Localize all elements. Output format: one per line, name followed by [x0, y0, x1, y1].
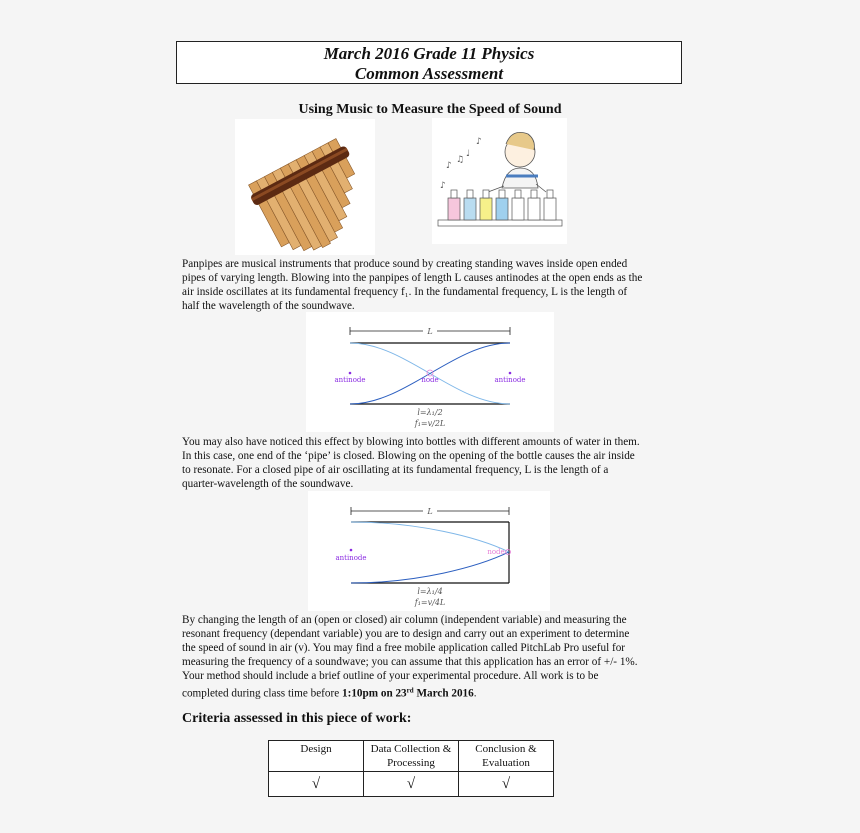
paragraph-panpipes: [182, 257, 678, 313]
para2-line: In this case, one end of the ‘pipe’ is closed. Blowing on the opening of the bottle causes the air inside: [182, 450, 635, 462]
svg-text:♩: ♩: [466, 149, 471, 159]
deadline-suffix: .: [473, 687, 477, 700]
para2-line: You may also have noticed this effect by blowing into bottles with different amounts of water in them.: [182, 436, 640, 448]
antinode-label: antinode: [335, 554, 367, 562]
para1-line: pipes of varying length. Blowing into the panpipes of length L causes antinodes at the open ends as the: [182, 272, 643, 284]
deadline-rest: March 2016: [413, 687, 474, 700]
criteria-mark: √: [269, 772, 364, 797]
node-label: node: [421, 376, 439, 384]
title-line-1: March 2016 Grade 11 Physics: [323, 44, 535, 63]
paragraph-bottles: [182, 435, 678, 491]
formula-line: l=λ₁/4: [417, 587, 443, 596]
svg-text:♪: ♪: [446, 161, 452, 171]
antinode-label: antinode: [494, 376, 526, 384]
length-label: L: [427, 327, 433, 336]
para2-line: to resonate. For a closed pipe of air oscillating at its fundamental frequency, L is the length of a: [182, 464, 609, 476]
paragraph-task: [182, 613, 678, 701]
para1-line: Panpipes are musical instruments that produce sound by creating standing waves inside open ended: [182, 258, 628, 270]
para3-line: By changing the length of an (open or closed) air column (independent variable) and measuring the: [182, 614, 627, 626]
title-box: [176, 41, 682, 84]
criteria-col-design: Design: [269, 741, 364, 772]
para3-line: measuring the frequency of a soundwave; you can assume that this application has an error of +/- 1%.: [182, 656, 638, 668]
deadline-sup: rd: [406, 686, 414, 694]
para2-line: quarter-wavelength of the soundwave.: [182, 478, 354, 490]
closed-pipe-diagram: [308, 491, 550, 611]
criteria-mark: √: [364, 772, 459, 797]
svg-text:♪: ♪: [476, 137, 482, 147]
length-label: L: [427, 507, 433, 516]
para3-line: resonant frequency (dependant variable) you are to design and carry out an experiment to determine: [182, 628, 630, 640]
open-pipe-diagram: [306, 312, 554, 432]
panpipe-image: [235, 119, 375, 255]
deadline-time: 1:10pm on 23: [342, 687, 407, 700]
svg-text:♫: ♫: [456, 155, 465, 165]
para3-line: the speed of sound in air (v). You may find a free mobile application called PitchLab Pro useful for: [182, 642, 626, 654]
criteria-col-conclusion: Conclusion & Evaluation: [459, 741, 554, 772]
svg-text:♪: ♪: [440, 181, 446, 191]
title-line-2: Common Assessment: [354, 64, 504, 83]
para1-line: half the wavelength of the soundwave.: [182, 300, 355, 312]
para3-last-line: [182, 683, 678, 701]
criteria-table: [268, 740, 554, 797]
formula-line: f₁=v/2L: [414, 419, 446, 428]
deadline-prefix: completed during class time before: [182, 687, 342, 700]
formula-line: l=λ₁/2: [417, 408, 443, 417]
criteria-heading: Criteria assessed in this piece of work:: [182, 711, 412, 726]
para3-line: Your method should include a brief outline of your experimental procedure. All work is to be: [182, 670, 599, 682]
formula-line: f₁=v/4L: [414, 598, 446, 607]
para1-line: air inside oscillates at its fundamental frequency f₁. In the fundamental frequency, L is the length of: [182, 286, 628, 298]
boy-bottles-image: [432, 118, 567, 244]
criteria-mark: √: [459, 772, 554, 797]
node-label: node: [487, 548, 505, 556]
criteria-col-data: Data Collection & Processing: [364, 741, 459, 772]
antinode-label: antinode: [334, 376, 366, 384]
page-subtitle: Using Music to Measure the Speed of Sound: [298, 102, 562, 117]
